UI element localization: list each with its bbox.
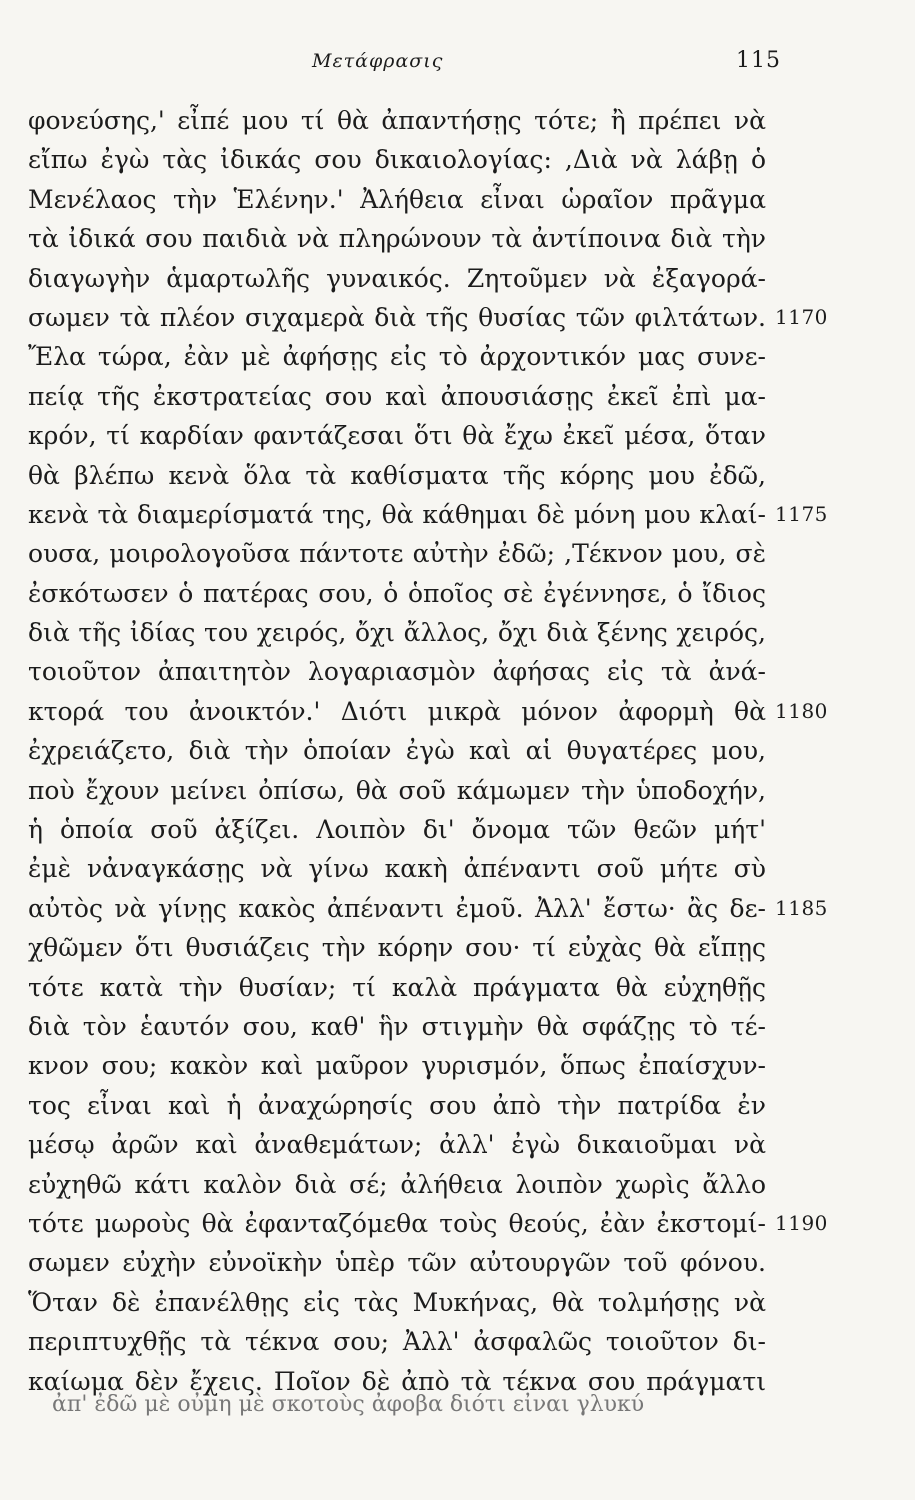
text-line: [28, 889, 878, 928]
text-line: [28, 1283, 878, 1322]
text-line: [28, 495, 878, 534]
page-number: 115: [736, 48, 781, 73]
line-text: σωμεν εὐχὴν εὐνοϊκὴν ὑπὲρ τῶν αὐτουργῶν τοῦ φόνου.: [28, 1248, 766, 1278]
line-text: καίωμα δὲν ἔχεις. Ποῖον δὲ ἀπὸ τὰ τέκνα σου πράγματι: [28, 1366, 766, 1396]
page-header: [0, 44, 915, 84]
line-text: κνον σου; κακὸν καὶ μαῦρον γυρισμόν, ὅπως ἐπαίσχυν-: [28, 1051, 766, 1081]
running-title: Μετάφρασις: [312, 50, 444, 72]
line-text: φονεύσης,' εἶπέ μου τί θὰ ἀπαντήσῃς τότε; ἢ πρέπει νὰ: [28, 106, 766, 135]
line-text: Μενέλαος τὴν Ἑλένην.' Ἀλήθεια εἶναι ὡραῖον πρᾶγμα: [28, 184, 766, 214]
text-line: [28, 1165, 878, 1204]
verse-line-number: 1170: [775, 304, 828, 329]
line-text: αὐτὸς νὰ γίνῃς κακὸς ἀπέναντι ἐμοῦ. Ἀλλ' ἔστω· ἂς δε-: [28, 893, 766, 923]
line-text: κτορά του ἀνοικτόν.' Διότι μικρὰ μόνον ἀφορμὴ θὰ: [28, 696, 766, 726]
text-line: [28, 140, 878, 179]
text-line: [28, 810, 878, 849]
line-text: ἐμὲ νἀναγκάσῃς νὰ γίνω κακὴ ἀπέναντι σοῦ μήτε σὺ: [28, 854, 766, 884]
verse-line-number: 1190: [775, 1210, 828, 1235]
line-text: διαγωγὴν ἁμαρτωλῆς γυναικός. Ζητοῦμεν νὰ ἐξαγορά-: [28, 263, 766, 293]
line-text: περιπτυχθῇς τὰ τέκνα σου; Ἀλλ' ἀσφαλῶς τοιοῦτον δι-: [28, 1327, 766, 1357]
text-line: [28, 337, 878, 376]
text-line: [28, 101, 878, 140]
text-line: [28, 652, 878, 691]
line-text: ἡ ὁποία σοῦ ἀξίζει. Λοιπὸν δι' ὄνομα τῶν θεῶν μήτ': [28, 815, 766, 845]
line-text: εἴπω ἐγὼ τὰς ἰδικάς σου δικαιολογίας: ,Διὰ νὰ λάβῃ ὁ: [28, 145, 766, 175]
text-line: [28, 219, 878, 258]
line-text: τότε μωροὺς θὰ ἐφανταζόμεθα τοὺς θεούς, ἐὰν ἐκστομί-: [28, 1208, 766, 1238]
line-text: διὰ τὸν ἑαυτόν σου, καθ' ἣν στιγμὴν θὰ σφάζῃς τὸ τέ-: [28, 1011, 766, 1041]
text-line: [28, 1046, 878, 1085]
line-text: χθῶμεν ὅτι θυσιάζεις τὴν κόρην σου· τί εὐχὰς θὰ εἴπῃς: [28, 933, 766, 963]
text-line: [28, 180, 878, 219]
line-text: κρόν, τί καρδίαν φαντάζεσαι ὅτι θὰ ἔχω ἐκεῖ μέσα, ὅταν: [28, 421, 766, 451]
text-line: [28, 534, 878, 573]
line-text: τοιοῦτον ἀπαιτητὸν λογαριασμὸν ἀφήσας εἰς τὰ ἀνά-: [28, 657, 766, 687]
text-line: [28, 298, 878, 337]
text-line: [28, 259, 878, 298]
text-line: [28, 613, 878, 652]
text-line: [28, 1322, 878, 1361]
line-text: διὰ τῆς ἰδίας του χειρός, ὄχι ἄλλος, ὄχι διὰ ξένης χειρός,: [28, 618, 766, 648]
line-text: εὐχηθῶ κάτι καλὸν διὰ σέ; ἀλήθεια λοιπὸν χωρὶς ἄλλο: [28, 1169, 766, 1199]
text-line: [28, 692, 878, 731]
text-line: [28, 928, 878, 967]
verse-line-number: 1185: [775, 895, 828, 920]
line-text: κενὰ τὰ διαμερίσματά της, θὰ κάθημαι δὲ μόνη μου κλαί-: [28, 499, 766, 529]
text-line: [28, 1125, 878, 1164]
verse-line-number: 1175: [775, 501, 828, 526]
text-line: [28, 771, 878, 810]
line-text: Ὅταν δὲ ἐπανέλθῃς εἰς τὰς Μυκήνας, θὰ τολμήσῃς νὰ: [28, 1287, 766, 1317]
text-line: [28, 456, 878, 495]
line-text: τος εἶναι καὶ ἡ ἀναχώρησίς σου ἀπὸ τὴν πατρίδα ἐν: [28, 1090, 766, 1120]
text-line: [28, 731, 878, 770]
text-line: [28, 574, 878, 613]
line-text: θὰ βλέπω κενὰ ὅλα τὰ καθίσματα τῆς κόρης μου ἐδῶ,: [28, 460, 766, 490]
line-text: σωμεν τὰ πλέον σιχαμερὰ διὰ τῆς θυσίας τῶν φιλτάτων.: [28, 302, 766, 332]
text-line: [28, 1243, 878, 1282]
line-text: ἐσκότωσεν ὁ πατέρας σου, ὁ ὁποῖος σὲ ἐγέννησε, ὁ ἴδιος: [28, 578, 766, 608]
text-line: [28, 1204, 878, 1243]
cut-off-bottom-line: ἀπ' ἐδῶ μὲ οὖμη μὲ σκοτοὺς ἀφοβα διότι εἶναι γλυκύ: [52, 1392, 645, 1417]
body-text: [28, 101, 878, 1401]
line-text: ουσα, μοιρολογοῦσα πάντοτε αὐτὴν ἐδῶ; ,Τέκνον μου, σὲ: [28, 539, 766, 569]
text-line: [28, 416, 878, 455]
line-text: πείᾳ τῆς ἐκστρατείας σου καὶ ἀπουσιάσῃς ἐκεῖ ἐπὶ μα-: [28, 381, 766, 411]
text-line: [28, 1007, 878, 1046]
text-line: [28, 849, 878, 888]
line-text: ἐχρειάζετο, διὰ τὴν ὁποίαν ἐγὼ καὶ αἱ θυγατέρες μου,: [28, 736, 766, 766]
text-line: [28, 377, 878, 416]
line-text: μέσῳ ἀρῶν καὶ ἀναθεμάτων; ἀλλ' ἐγὼ δικαιοῦμαι νὰ: [28, 1130, 766, 1160]
verse-line-number: 1180: [775, 698, 828, 723]
line-text: ποὺ ἔχουν μείνει ὀπίσω, θὰ σοῦ κάμωμεν τὴν ὑποδοχήν,: [28, 775, 766, 805]
text-line: [28, 1086, 878, 1125]
line-text: Ἔλα τώρα, ἐὰν μὲ ἀφήσῃς εἰς τὸ ἀρχοντικόν μας συνε-: [28, 342, 766, 372]
text-line: [28, 968, 878, 1007]
line-text: τὰ ἰδικά σου παιδιὰ νὰ πληρώνουν τὰ ἀντίποινα διὰ τὴν: [28, 224, 766, 254]
line-text: τότε κατὰ τὴν θυσίαν; τί καλὰ πράγματα θὰ εὐχηθῇς: [28, 972, 766, 1002]
